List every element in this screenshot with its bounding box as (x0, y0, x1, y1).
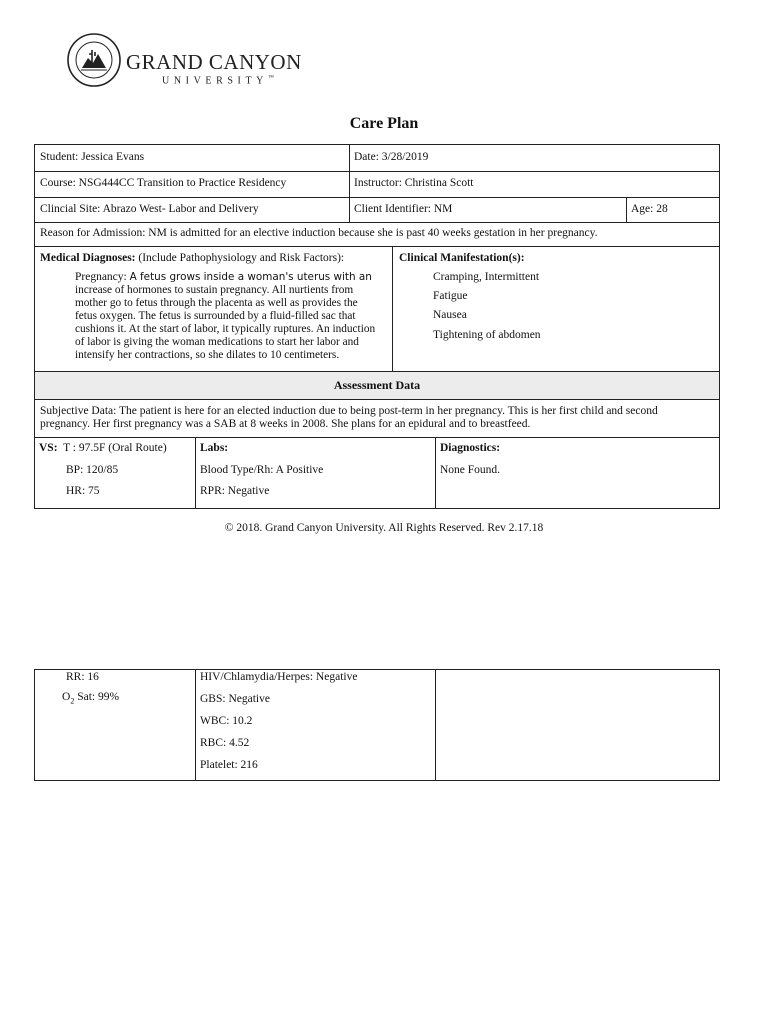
lab-result: RPR: Negative (200, 485, 270, 497)
university-logo (66, 32, 306, 92)
client-age: Age: 28 (631, 203, 668, 215)
reason-for-admission: Reason for Admission: NM is admitted for an elective induction because she is past 40 weeks gestation in her pregnancy. (40, 227, 598, 239)
subjective-data-line: pregnancy. Her first pregnancy was a SAB at 8 weeks in 2008. She plans for an epidural and to breastfeed. (40, 418, 531, 430)
university-name: GRAND CANYON (126, 50, 302, 74)
copyright-footer: © 2018. Grand Canyon University. All Rights Reserved. Rev 2.17.18 (224, 522, 544, 534)
vital-signs-hr: HR: 75 (66, 485, 100, 497)
instructor-name: Instructor: Christina Scott (354, 177, 474, 189)
page-title: Care Plan (349, 115, 419, 132)
student-name: Student: Jessica Evans (40, 151, 145, 163)
vital-signs-rr: RR: 16 (66, 671, 99, 683)
assessment-data-heading: Assessment Data (333, 378, 421, 392)
university-seal-icon (66, 32, 122, 88)
vital-signs-o2-sat: $O_2$ Sat: 99% (62, 691, 120, 706)
lab-result: Blood Type/Rh: A Positive (200, 464, 324, 476)
diagnostics-value: None Found. (440, 464, 501, 476)
university-subtitle: UNIVERSITY™ (162, 75, 274, 87)
lab-result: Platelet: 216 (200, 759, 258, 771)
diagnosis-first-line: Pregnancy: A fetus grows inside a woman's uterus with an (75, 271, 372, 283)
continued-vitals-labs-table (34, 669, 720, 781)
lab-result: HIV/Chlamydia/Herpes: Negative (200, 671, 358, 683)
client-identifier: Client Identifier: NM (354, 203, 453, 215)
diagnostics-heading: Diagnostics: (440, 442, 501, 454)
manifestation-item: Nausea (433, 309, 467, 321)
clinical-manifestations-heading: Clinical Manifestation(s): (399, 252, 525, 264)
manifestation-item: Fatigue (433, 290, 468, 302)
care-plan-date: Date: 3/28/2019 (354, 151, 429, 163)
lab-result: WBC: 10.2 (200, 715, 253, 727)
subjective-data-line: Subjective Data: The patient is here for an elected induction due to being post-term in her pregnancy. This is her first child and second (40, 405, 658, 417)
assessment-data-section (34, 371, 720, 509)
medical-diagnoses-heading: Medical Diagnoses: (Include Pathophysiology and Risk Factors): (40, 252, 345, 264)
course-name: Course: NSG444CC Transition to Practice Residency (40, 177, 287, 189)
clinical-site: Clincial Site: Abrazo West- Labor and Delivery (40, 203, 259, 215)
lab-result: RBC: 4.52 (200, 737, 250, 749)
manifestation-item: Cramping, Intermittent (433, 271, 540, 283)
handwritten-diagnosis-text: A fetus grows inside a woman's uterus with an (129, 271, 372, 283)
manifestation-item: Tightening of abdomen (433, 329, 541, 341)
vital-signs-bp: BP: 120/85 (66, 464, 119, 476)
lab-result: GBS: Negative (200, 693, 270, 705)
labs-heading: Labs: (200, 442, 229, 454)
diagnosis-description: increase of hormones to sustain pregnancy. All nurtients from mother go to fetus through the placenta as well as provides the fetus oxygen. The fetus is surrounded by a fluid-filled sac that cushions it. At the start of labor, it typically ruptures. An induction of labor is giving the woman medications to start her labor and intensify her contractions, so she dilates to 10 centimeters. (75, 284, 376, 361)
vital-signs-temperature: VS: T : 97.5F (Oral Route) (39, 442, 167, 454)
patient-info-table (34, 144, 720, 372)
